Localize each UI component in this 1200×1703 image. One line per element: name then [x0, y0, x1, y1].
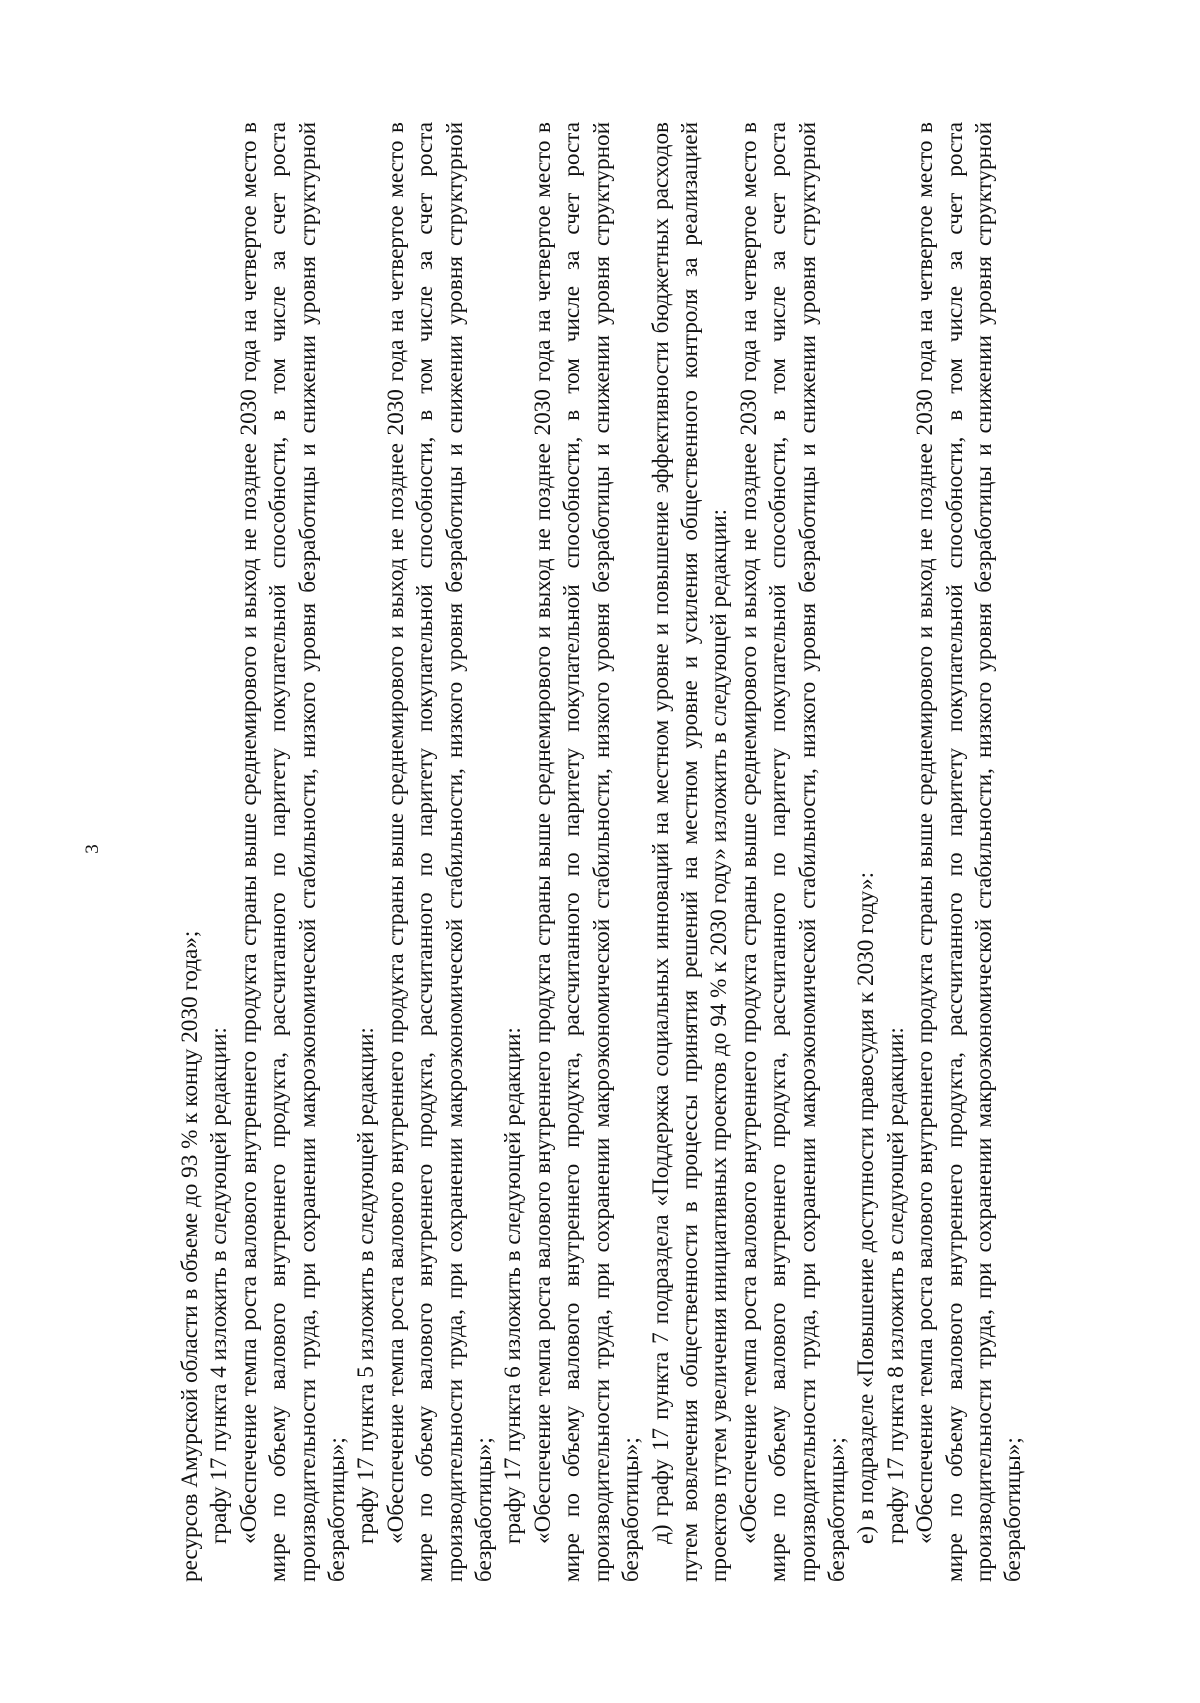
- paragraph-2: графу 17 пункта 4 изложить в следующей редакции:: [206, 1027, 233, 1544]
- paragraph-10: е) в подразделе «Повышение доступности правосудия к 2030 году»:: [853, 871, 880, 1544]
- paragraph-12: «Обеспечение темпа роста валового внутреннего продукта страны выше среднемирового и выход не позднее 2030 года на четвертое место в мире по объему валового внутреннего продукта, рассчитанного по паритету покупательной способности, в том числе за счет роста производительности труда, при сохранении макроэкономической стабильности, низкого уровня безработицы и снижении уровня структурной безработицы»;: [912, 122, 1027, 1582]
- paragraph-7: «Обеспечение темпа роста валового внутреннего продукта страны выше среднемирового и выход не позднее 2030 года на четвертое место в мире по объему валового внутреннего продукта, рассчитанного по паритету покупательной способности, в том числе за счет роста производительности труда, при сохранении макроэкономической стабильности, низкого уровня безработицы и снижении уровня структурной безработицы»;: [529, 122, 645, 1582]
- rotated-page-content: [176, 122, 1062, 1582]
- paragraph-4: графу 17 пункта 5 изложить в следующей редакции:: [353, 1027, 380, 1544]
- paragraph-9: «Обеспечение темпа роста валового внутреннего продукта страны выше среднемирового и выход не позднее 2030 года на четвертое место в мире по объему валового внутреннего продукта, рассчитанного по паритету покупательной способности, в том числе за счет роста производительности труда, при сохранении макроэкономической стабильности, низкого уровня безработицы и снижении уровня структурной безработицы»;: [735, 122, 850, 1582]
- paragraph-3: «Обеспечение темпа роста валового внутреннего продукта страны выше среднемирового и выход не позднее 2030 года на четвертое место в мире по объему валового внутреннего продукта, рассчитанного по паритету покупательной способности, в том числе за счет роста производительности труда, при сохранении макроэкономической стабильности, низкого уровня безработицы и снижении уровня структурной безработицы»;: [235, 122, 351, 1582]
- paragraph-6: графу 17 пункта 6 изложить в следующей редакции:: [500, 1027, 527, 1544]
- paragraph-11: графу 17 пункта 8 изложить в следующей редакции:: [882, 1027, 909, 1544]
- page-number: 3: [81, 844, 103, 854]
- paragraph-1: ресурсов Амурской области в объеме до 93 % к концу 2030 года»;: [177, 930, 203, 1582]
- paragraph-8: д) графу 17 пункта 7 подраздела «Поддержка социальных инноваций на местном уровне и повышение эффективности бюджетных расходов путем вовлечения общественности в процессы принятия решений на местном уровне и усиления общественного контроля за реализацией проектов путем увеличения инициативных проектов до 94 % к 2030 году» изложить в следующей редакции:: [647, 122, 733, 1582]
- document-body: [176, 122, 1062, 1582]
- paragraph-5: «Обеспечение темпа роста валового внутреннего продукта страны выше среднемирового и выход не позднее 2030 года на четвертое место в мире по объему валового внутреннего продукта, рассчитанного по паритету покупательной способности, в том числе за счет роста производительности труда, при сохранении макроэкономической стабильности, низкого уровня безработицы и снижении уровня структурной безработицы»;: [382, 122, 498, 1582]
